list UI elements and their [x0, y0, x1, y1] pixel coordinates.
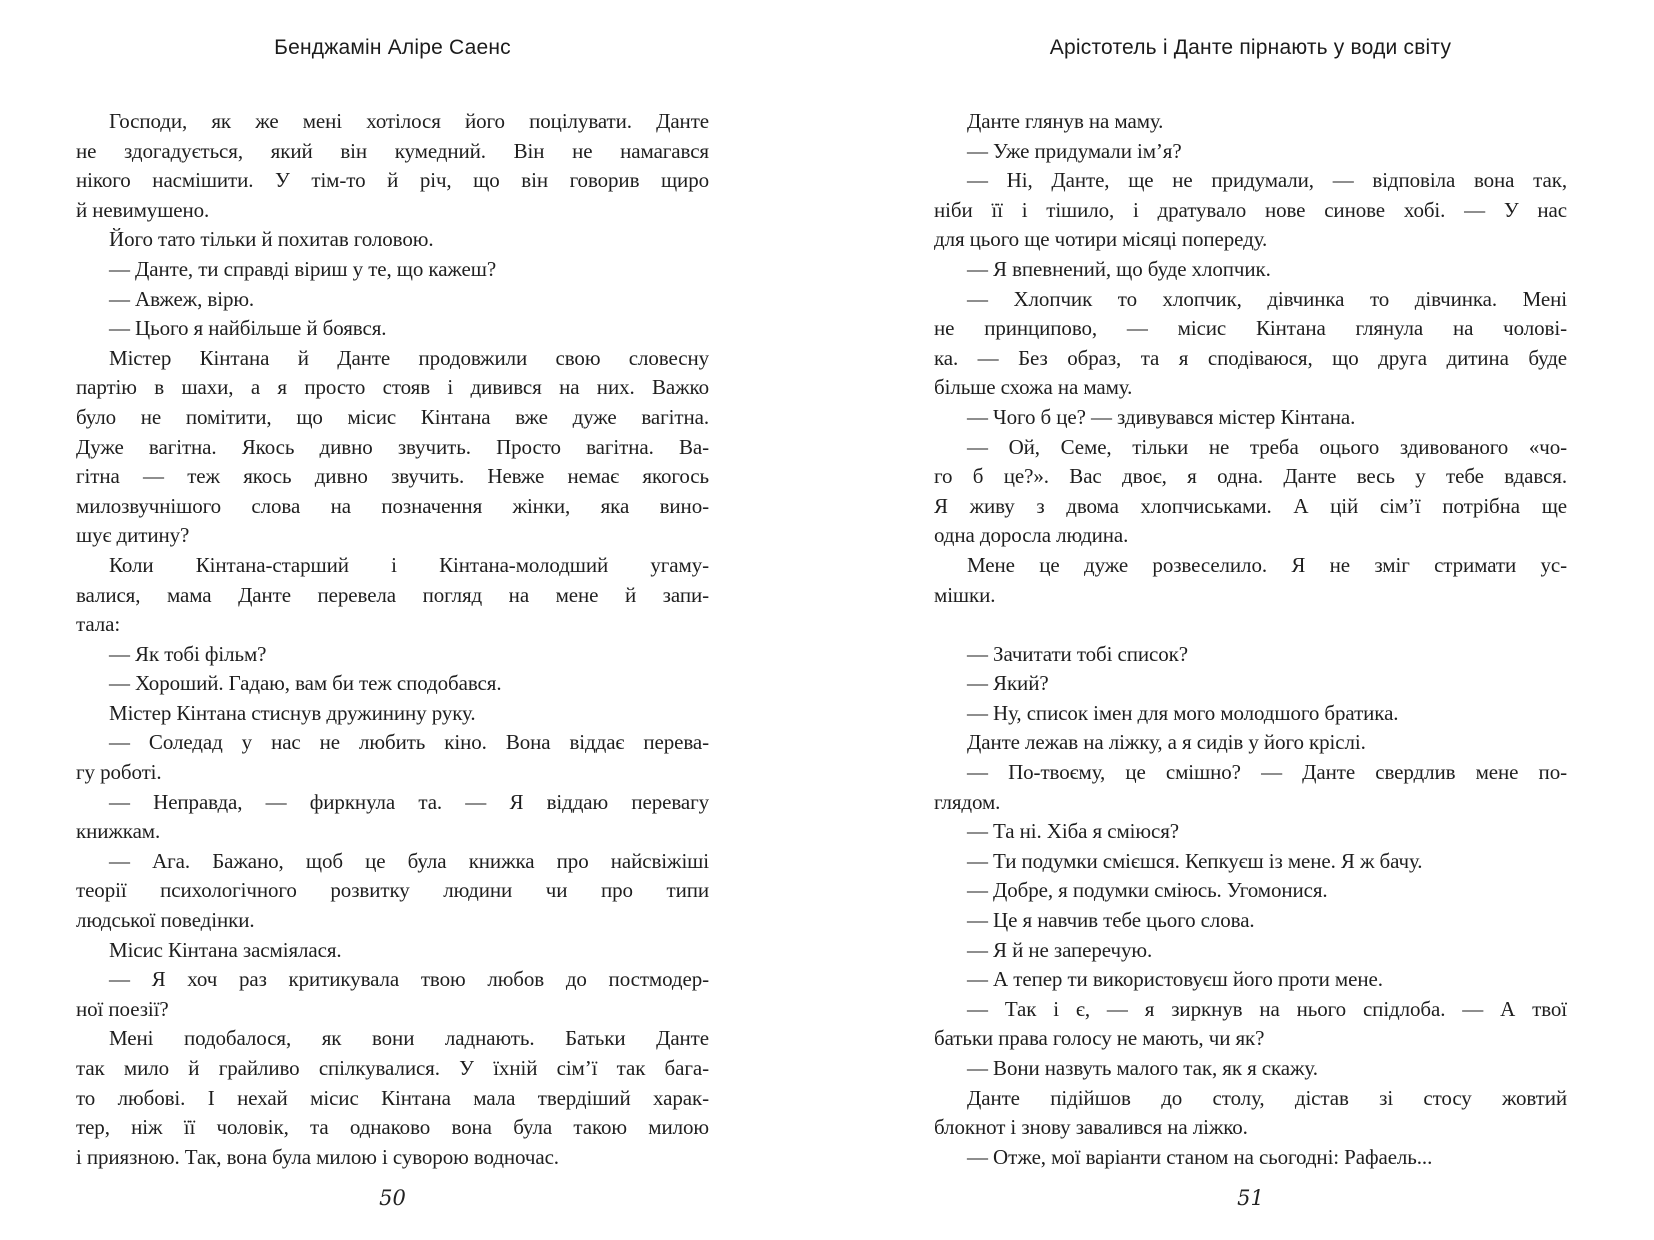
paragraph [934, 433, 1567, 551]
text-line: Містер Кінтана стиснув дружинину руку. [109, 700, 476, 725]
text-line: — Цього я найбільше й боявся. [109, 316, 387, 341]
paragraph [76, 847, 709, 936]
text-line: — Як тобі фільм? [109, 641, 267, 666]
text-line: Господи, як же мені хотілося його поцілувати. Данте [109, 109, 709, 133]
paragraph [76, 314, 709, 344]
text-line: — Отже, мої варіанти станом на сьогодні: Рафаель... [967, 1144, 1433, 1169]
paragraph [934, 995, 1567, 1054]
text-line: одна доросла людина. [934, 523, 1129, 548]
text-line: блокнот і знову завалився на ліжко. [934, 1115, 1248, 1140]
paragraph [76, 344, 709, 551]
paragraph [934, 107, 1567, 137]
paragraph [934, 403, 1567, 433]
paragraph [76, 551, 709, 640]
text-line: — Який? [967, 671, 1049, 696]
text-line: — Ну, список імен для мого молодшого братика. [967, 700, 1399, 725]
text-line: — Чого б це? — здивувався містер Кінтана. [967, 404, 1356, 429]
text-line: — Уже придумали ім’я? [967, 138, 1182, 163]
page-left-body-text [76, 107, 709, 1172]
paragraph [934, 137, 1567, 167]
text-line: — Ага. Бажано, щоб це була книжка про найсвіжіші [109, 848, 709, 873]
text-line: — Данте, ти справді віриш у те, що кажеш? [109, 256, 497, 281]
page-right [934, 0, 1567, 1240]
running-header-author: Бенджамін Аліре Саенс [274, 36, 511, 59]
text-line: — А тепер ти використовуєш його проти мене. [967, 967, 1383, 992]
text-line: більше схожа на маму. [934, 375, 1133, 400]
text-line: ка. — Без образ, та я сподіваюся, що друга дитина буде [934, 345, 1567, 370]
text-line: гу роботі. [76, 760, 162, 785]
text-line: глядом. [934, 789, 1001, 814]
paragraph [76, 225, 709, 255]
paragraph [76, 255, 709, 285]
text-line: Містер Кінтана й Данте продовжили свою словесну [109, 345, 709, 370]
text-line: валися, мама Данте перевела погляд на мене й запи- [76, 582, 709, 607]
paragraph [934, 876, 1567, 906]
text-line: — Та ні. Хіба я сміюся? [967, 819, 1179, 844]
text-line: — Так і є, — я зиркнув на нього спідлоба. — А твої [967, 996, 1567, 1021]
text-line: й невимушено. [76, 197, 210, 222]
text-line: так мило й грайливо спілкувалися. У їхній сім’ї так бага- [76, 1056, 709, 1080]
text-line: тала: [76, 612, 121, 637]
text-line: — Добре, я подумки сміюсь. Угомонися. [967, 878, 1328, 903]
page-left [76, 0, 709, 1240]
text-line: було не помітити, що місис Кінтана вже дуже вагітна. [76, 404, 709, 429]
paragraph [934, 255, 1567, 285]
paragraph [934, 166, 1567, 255]
text-line: — Хороший. Гадаю, вам би теж сподобався. [109, 671, 502, 696]
paragraph [76, 285, 709, 315]
text-line: — Соледад у нас не любить кіно. Вона віддає перева- [109, 730, 709, 755]
text-line: — Це я навчив тебе цього слова. [967, 908, 1255, 933]
text-line: Мене це дуже розвеселило. Я не зміг стримати ус- [967, 552, 1567, 577]
running-header-title: Арістотель і Данте пірнають у води світу [1049, 36, 1452, 59]
text-line: — Авжеж, вірю. [109, 286, 255, 311]
text-line: Данте лежав на ліжку, а я сидів у його кріслі. [967, 730, 1366, 755]
text-line: — Ні, Данте, ще не придумали, — відповіла вона так, [967, 168, 1567, 193]
paragraph [934, 285, 1567, 403]
page-right-body-text [934, 107, 1567, 1172]
paragraph [934, 906, 1567, 936]
text-line: гітна — теж якось дивно звучить. Невже немає якогось [76, 464, 709, 489]
text-line: ніби її і тішило, і дратувало нове синове хобі. — У нас [934, 197, 1567, 222]
text-line: — Неправда, — фиркнула та. — Я віддаю перевагу [109, 789, 709, 814]
paragraph [934, 965, 1567, 995]
paragraph [76, 699, 709, 729]
paragraph [934, 699, 1567, 729]
text-line: батьки права голосу не мають, чи як? [934, 1026, 1265, 1051]
paragraph [934, 1054, 1567, 1084]
page-number-left: 50 [379, 1186, 406, 1210]
text-line: мішки. [934, 582, 996, 607]
text-line: го б це?». Вас двоє, я одна. Данте весь у тебе вдався. [934, 464, 1567, 489]
text-line: — Я хоч раз критикувала твою любов до постмодер- [109, 967, 709, 992]
text-line: ної поезії? [76, 996, 169, 1021]
text-line: — Ой, Семе, тільки не треба оцього здивованого «чо- [967, 434, 1567, 459]
text-line: не здогадується, який він кумедний. Він не намагався [76, 138, 709, 163]
paragraph [934, 640, 1567, 670]
text-line: партію в шахи, а я просто стояв і дивився на них. Важко [76, 375, 709, 400]
text-line: Данте підійшов до столу, дістав зі стосу жовтий [967, 1085, 1567, 1110]
paragraph [76, 788, 709, 847]
text-line: Його тато тільки й похитав головою. [109, 227, 434, 252]
paragraph [76, 728, 709, 787]
paragraph [76, 107, 709, 225]
page-number-right: 51 [1237, 1186, 1264, 1210]
text-line: — Зачитати тобі список? [967, 641, 1188, 666]
text-line: то любові. І нехай місис Кінтана мала твердіший харак- [76, 1085, 709, 1110]
text-line: Данте глянув на маму. [967, 109, 1164, 133]
text-line: Місис Кінтана засміялася. [109, 937, 342, 962]
scene-break [934, 610, 1567, 640]
paragraph [934, 669, 1567, 699]
paragraph [76, 936, 709, 966]
paragraph [934, 847, 1567, 877]
text-line: і приязною. Так, вона була милою і суворою водночас. [76, 1144, 559, 1169]
text-line: — Ти подумки смієшся. Кепкуєш із мене. Я ж бачу. [967, 848, 1423, 873]
paragraph [76, 669, 709, 699]
text-line: — Вони назвуть малого так, як я скажу. [967, 1056, 1318, 1080]
paragraph [934, 1143, 1567, 1173]
paragraph [76, 1024, 709, 1172]
text-line: людської поведінки. [76, 908, 255, 933]
paragraph [934, 758, 1567, 817]
paragraph [934, 936, 1567, 966]
text-line: не принципово, — місис Кінтана глянула на чолові- [934, 316, 1567, 341]
text-line: для цього ще чотири місяці попереду. [934, 227, 1268, 252]
text-line: — По-твоєму, це смішно? — Данте свердлив мене по- [967, 760, 1567, 785]
text-line: Я живу з двома хлопчиськами. А цій сім’ї потрібна ще [934, 493, 1567, 518]
text-line: — Я й не заперечую. [967, 937, 1153, 962]
text-line: Дуже вагітна. Якось дивно звучить. Просто вагітна. Ва- [76, 434, 709, 459]
text-line: Мені подобалося, як вони ладнають. Батьки Данте [109, 1026, 709, 1051]
text-line: — Я впевнений, що буде хлопчик. [967, 256, 1271, 281]
text-line: Коли Кінтана-старший і Кінтана-молодший угаму- [109, 552, 709, 577]
paragraph [76, 965, 709, 1024]
text-line: книжкам. [76, 819, 161, 844]
text-line: нікого насмішити. У тім-то й річ, що він говорив щиро [76, 168, 709, 193]
text-line: милозвучнішого слова на позначення жінки, яка вино- [76, 493, 709, 518]
text-line: теорії психологічного розвитку людини чи про типи [76, 878, 709, 903]
text-line: — Хлопчик то хлопчик, дівчинка то дівчинка. Мені [967, 286, 1567, 311]
text-line: шує дитину? [76, 523, 190, 548]
paragraph [934, 817, 1567, 847]
paragraph [934, 728, 1567, 758]
paragraph [76, 640, 709, 670]
text-line: тер, ніж її чоловік, та однаково вона була такою милою [76, 1115, 709, 1140]
paragraph [934, 551, 1567, 610]
paragraph [934, 1084, 1567, 1143]
